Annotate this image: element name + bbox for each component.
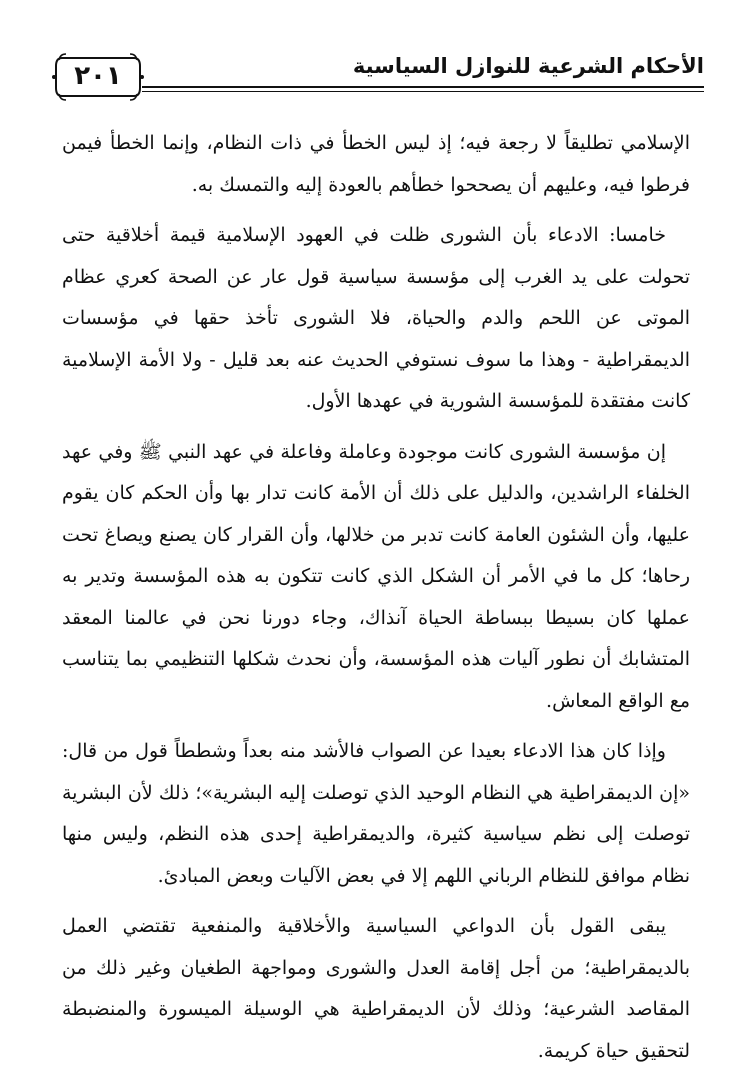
paragraph: وإذا كان هذا الادعاء بعيدا عن الصواب فالأشد منه بعداً وشططاً قول من قال: «إن الديمقراطية هي النظام الوحيد الذي توصلت إليه البشرية»؛ ذلك لأن البشرية توصلت إلى نظم سياسية كثيرة، والديمقراطية إحدى هذه النظم، وليس منها نظام موافق للنظام الرباني اللهم إلا في بعض الآليات وبعض المبادئ. (62, 740, 690, 887)
page-body (62, 123, 690, 1072)
header-rule-thin (142, 91, 704, 92)
paragraph: يبقى القول بأن الدواعي السياسية والأخلاقية والمنفعية تقتضي العمل بالديمقراطية؛ من أجل إقامة العدل والشورى ومواجهة الطغيان وغير ذلك من المقاصد الشرعية؛ وذلك لأن الديمقراطية هي الوسيلة الميسورة والمنضبطة لتحقيق حياة كريمة. (62, 915, 690, 1062)
paragraph: الإسلامي تطليقاً لا رجعة فيه؛ إذ ليس الخطأ في ذات النظام، وإنما الخطأ فيمن فرطوا فيه، وعليهم أن يصححوا خطأهم بالعودة إليه والتمسك به. (62, 132, 690, 196)
page-header (52, 42, 704, 112)
running-title: الأحكام الشرعية للنوازل السياسية (352, 54, 704, 78)
header-rule (142, 86, 704, 88)
paragraph: إن مؤسسة الشورى كانت موجودة وعاملة وفاعلة في عهد النبي ﷺ وفي عهد الخلفاء الراشدين، والدليل على ذلك أن الأمة كانت تدار بها وأن الحكم كان يقوم عليها، وأن الشئون العامة كانت تدبر من خلالها، وأن القرار كان يصنع ويصاغ تحت رحاها؛ كل ما في الأمر أن الشكل الذي كانت تتكون به هذه المؤسسة وتدير به عملها كان بسيطا ببساطة الحياة آنذاك، وجاء دورنا نحن في عالمنا المعقد المتشابك أن نطور آليات هذه المؤسسة، وأن نحدث شكلها التنظيمي بما يتناسب مع الواقع المعاش. (62, 440, 690, 712)
page-number-frame (52, 52, 144, 102)
page-number: ٢٠١ (74, 61, 122, 91)
paragraph: خامسا: الادعاء بأن الشورى ظلت في العهود الإسلامية قيمة أخلاقية حتى تحولت على يد الغرب إلى مؤسسة سياسية قول عار عن الصحة كعري عظام الموتى عن اللحم والدم والحياة، فلا الشورى تأخذ حقها في مؤسسات الديمقراطية - وهذا ما سوف نستوفي الحديث عنه بعد قليل - ولا الأمة الإسلامية كانت مفتقدة للمؤسسة الشورية في عهدها الأول. (62, 224, 690, 412)
